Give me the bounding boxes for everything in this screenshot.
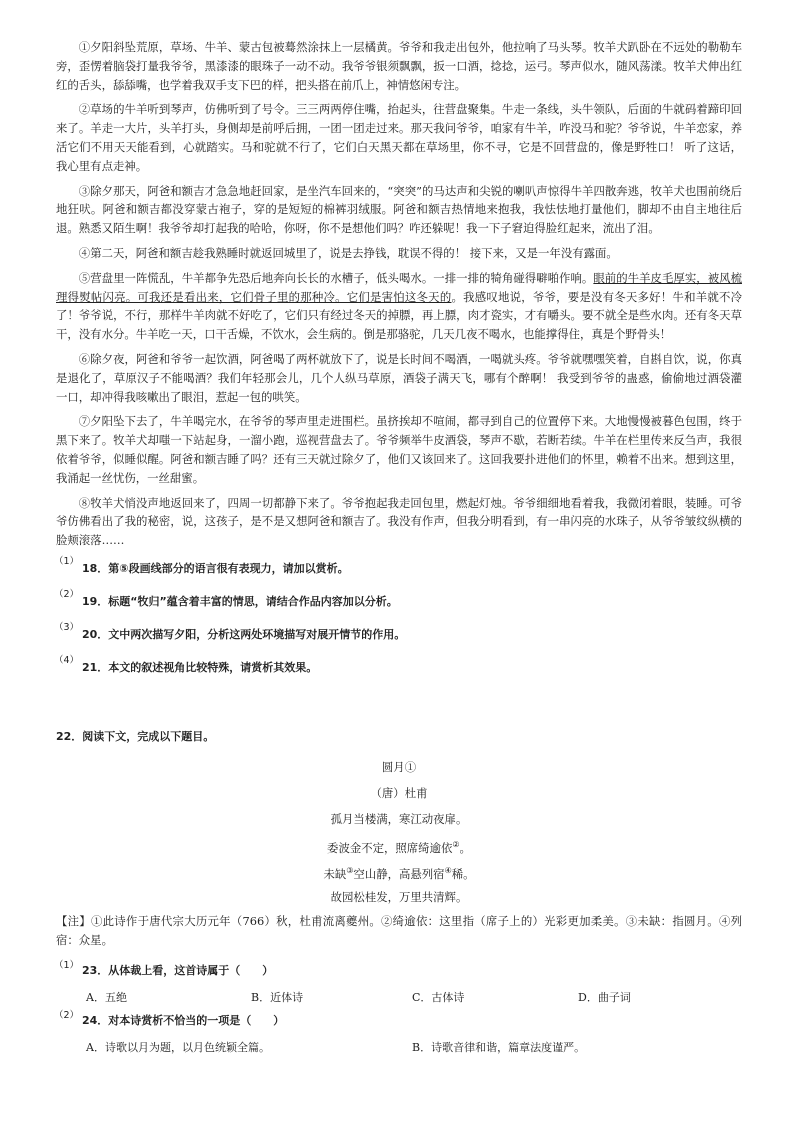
poem-text: 。 [459,840,471,855]
paragraph-4: ④第二天，阿爸和额吉趁我熟睡时就返回城里了，说是去挣钱，耽误不得的！ 接下来，又是一年没有露面。 [78,245,618,260]
paragraph-5 [56,269,742,344]
question-number: （4） [54,654,80,666]
option-a[interactable]: A．诗歌以月为题，以月色统颖全篇。 [86,1040,270,1054]
poem-author: （唐）杜甫 [370,785,428,800]
poem-title: 圆月① [381,759,417,774]
poem-text: 未缺 [323,866,347,881]
question-23 [56,960,742,984]
poem-text: 委波金不定，照席绮逾依 [327,840,453,855]
question-number: （2） [54,588,80,600]
footnote-mark: ③ [346,865,354,875]
question-20 [56,622,742,655]
footnote-mark: ② [452,839,460,849]
question-number: （1） [54,555,80,567]
footnote-mark: ④ [444,865,452,875]
question-text: 21．本文的叙述视角比较特殊，请赏析其效果。 [82,660,318,674]
question-number: （2） [54,1009,80,1021]
paragraph-6: ⑥除夕夜，阿爸和爷爷一起饮酒，阿爸喝了两杯就放下了，说是长时间不喝酒，一喝就头疼。爷爷就嘿嘿笑着，自斟自饮，说，你真是退化了，草原汉子不能喝酒？我们年轻那会儿，几个人纵马草原，酒袋子满天飞，哪有个醉啊！ 我受到爷爷的蛊惑，偷偷地过酒袋灌一口，却冲得我咳嗽出了眼泪，惹起一包的哄笑。 [56,351,742,404]
option-b[interactable]: B．诗歌音律和谐，篇章法度谨严。 [412,1040,586,1054]
passage [56,38,742,550]
poem-text: 空山静，高悬列宿 [353,866,445,881]
poem-text: 稀。 [451,866,475,881]
question-23-options [56,984,742,1010]
paragraph-1: ①夕阳斜坠荒原，草场、牛羊、蒙古包被蓦然涂抹上一层橘黄。爷爷和我走出包外，他拉响了马头琴。牧羊犬趴卧在不远处的勒勒车旁，歪愣着脑袋打量我爷爷，黑漆漆的眼珠子一动不动。我爷爷银须飘飘，扳一口酒，捻捻，运弓。琴声似水，随风荡漾。牧羊犬伸出红红的舌头，舔舔嘴，也学着我双手支下巴的样，把头搭在前爪上，神情悠闲专注。 [56,40,742,92]
option-a[interactable]: A．五绝 [86,990,127,1004]
section-heading: 22．阅读下文，完成以下题目。 [56,729,215,743]
paragraph-5-start: ⑤营盘里一阵慌乱，牛羊都争先恐后地奔向长长的水槽子，低头喝水。一排一排的犄角碰得噼啪作响。 [78,270,594,285]
poem-line-2 [56,832,742,858]
poem [56,754,742,910]
question-18 [56,556,742,589]
option-c[interactable]: C．古体诗 [412,990,465,1004]
option-d[interactable]: D．曲子词 [578,990,631,1004]
question-number: （1） [54,959,80,971]
question-number: （3） [54,621,80,633]
poem-line-4: 故园松桂发，万里共清辉。 [330,889,468,904]
question-list-1 [56,556,742,688]
poem-note: 【注】①此诗作于唐代宗大历元年（766）秋，杜甫流离夔州。②绮逾依：这里指（席子上的）光彩更加柔美。③未缺：指圆月。④列宿：众星。 [56,913,742,947]
paragraph-7: ⑦夕阳坠下去了，牛羊喝完水，在爷爷的琴声里走进围栏。虽挤挨却不喧闹，都寻到自己的位置停下来。大地慢慢被暮色包围，终于黑下来了。牧羊犬却嗤一下站起身，一溜小跑，巡视营盘去了。爷爷频举牛皮酒袋，琴声不歇，若断若续。牛羊在栏里传来反刍声，我很依着爷爷，似睡似醒。阿爸和额吉睡了吗？还有三天就过除夕了，他们又该回来了。这回我要扑进他们的怀里，赖着不出来。想到这里，我涌起一丝忧伤，一丝甜蜜。 [56,414,742,485]
paragraph-3: ③除夕那天，阿爸和额吉才急急地赶回家，是坐汽车回来的，“突突”的马达声和尖锐的喇叭声惊得牛羊四散奔逃，牧羊犬也围前绕后地狂吠。阿爸和额吉都没穿蒙古袍子，穿的是短短的棉裤羽绒服。阿爸和额吉热情地来抱我，我怯怯地打量他们，脚却不由自主地往后退。熟悉又陌生啊！我爷爷却打起我的哈哈，你呀，你不是想他们吗？咋还躲呢！我一下子窘迫得脸红起来，流出了泪。 [56,183,742,236]
underlined-sentence: 眼前的牛羊皮毛厚实，被风梳理得熨帖闪亮。可我还是看出来，它们骨子里的那种冷。它们是害怕这冬天的 [56,270,742,304]
question-19 [56,589,742,622]
paragraph-5-end: 。我感叹地说，爷爷，要是没有冬天多好！牛和羊就不冷了！爷爷说，不行，那样牛羊肉就不好吃了，它们只有经过冬天的掉膘，再上膘，肉才瓷实，才有嚼头。要不就全是些水肉。还有冬天草干，没有水分。牛羊吃一天，口干舌燥，不饮水，会生病的。倒是那骆驼，几天几夜不喝水，也能撑得住，真是个野骨头！ [56,289,742,342]
poem-line-1: 孤月当楼满，寒江动夜扉。 [330,811,468,826]
question-text: 18．第⑤段画线部分的语言很有表现力，请加以赏析。 [82,561,349,575]
question-21 [56,655,742,688]
question-text: 23．从体裁上看，这首诗属于（ ） [82,963,274,977]
question-text: 20．文中两次描写夕阳，分析这两处环境描写对展开情节的作用。 [82,627,406,641]
question-24 [56,1010,742,1034]
paragraph-8: ⑧牧羊犬悄没声地返回来了，四周一切都静下来了。爷爷抱起我走回包里，燃起灯烛。爷爷细细地看着我，我微闭着眼，装睡。可爷爷仿佛看出了我的秘密，说，这孩子，是不是又想阿爸和额吉了。我没有作声，但我分明看到，有一串闪亮的水珠子，从爷爷皱纹纵横的脸颊滚落…… [56,495,742,548]
poem-line-3 [56,858,742,884]
paragraph-2: ②草场的牛羊听到琴声，仿佛听到了号令。三三两两停住嘴，抬起头，往营盘聚集。牛走一条线，头牛领队，后面的牛就码着蹄印回来了。羊走一大片，头羊打头，身侧却是前呼后拥，一团一团走过来。那天我问爷爷，咱家有牛羊，咋没马和驼？爷爷说，牛羊恋家，养活它们不用天天能看到，心就踏实。马和驼就不行了，它们白天黑天都在草场里，你不寻，它是不回营盘的，像是野牲口！ 听了这话，我心里有点走神。 [56,102,742,173]
question-24-options [56,1034,742,1060]
option-b[interactable]: B．近体诗 [251,990,304,1004]
question-text: 24．对本诗赏析不恰当的一项是（ ） [82,1013,285,1027]
question-text: 19．标题“牧归”蕴含着丰富的情思，请结合作品内容加以分析。 [82,594,398,608]
